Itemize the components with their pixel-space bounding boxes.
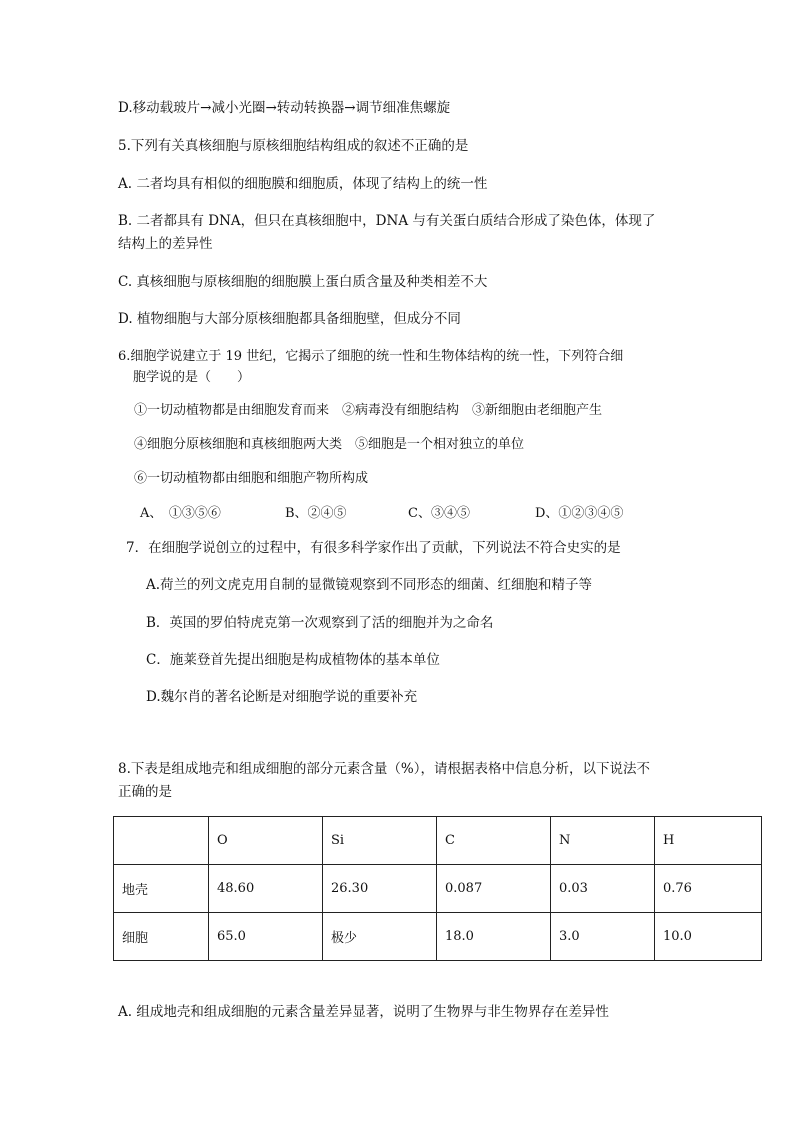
table-cell: 18.0 [437,913,551,961]
q6-items-line1: ①一切动植物都是由细胞发育而来 ②病毒没有细胞结构 ③新细胞由老细胞产生 [134,403,603,418]
table-header-cell: C [437,817,551,865]
q5-option-a: A. 二者均具有相似的细胞膜和细胞质，体现了结构上的统一性 [118,176,488,192]
q6-option-c: C、③④⑤ [408,506,470,521]
q5-option-b-line1: B. 二者都具有 DNA，但只在真核细胞中，DNA 与有关蛋白质结合形成了染色体，体现了 [118,213,656,229]
q7-option-d: D.魏尔肖的著名论断是对细胞学说的重要补充 [146,689,418,705]
q8-option-a: A. 组成地壳和组成细胞的元素含量差异显著，说明了生物界与非生物界存在差异性 [118,1004,609,1020]
q6-stem-line2: 胞学说的是（ ） [133,370,251,385]
table-header-cell [114,817,209,865]
table-cell: 细胞 [114,913,209,961]
q6-items-line2: ④细胞分原核细胞和真核细胞两大类 ⑤细胞是一个相对独立的单位 [134,437,525,452]
q5-option-c: C. 真核细胞与原核细胞的细胞膜上蛋白质含量及种类相差不大 [118,274,488,290]
q7-stem: 7．在细胞学说创立的过程中，有很多科学家作出了贡献，下列说法不符合史实的是 [126,540,621,556]
q5-stem: 5.下列有关真核细胞与原核细胞结构组成的叙述不正确的是 [118,138,469,154]
q6-items-line3: ⑥一切动植物都由细胞和细胞产物所构成 [134,471,369,486]
table-header-cell: N [551,817,655,865]
q4-option-d: D.移动载玻片→减小光圈→转动转换器→调节细准焦螺旋 [118,100,451,116]
table-cell: 26.30 [323,865,437,913]
q6-option-d: D、①②③④⑤ [535,506,624,521]
table-cell: 65.0 [209,913,323,961]
table-cell: 地壳 [114,865,209,913]
q5-option-d: D. 植物细胞与大部分原核细胞都具备细胞壁，但成分不同 [118,311,461,327]
table-cell: 48.60 [209,865,323,913]
table-header-cell: Si [323,817,437,865]
table-header-row [114,817,762,865]
table-cell: 0.76 [655,865,762,913]
table-cell: 极少 [323,913,437,961]
table-row [114,913,762,961]
q5-option-b-line2: 结构上的差异性 [118,236,213,252]
q6-option-a: A、 ①③⑤⑥ [140,506,221,521]
table-cell: 10.0 [655,913,762,961]
q7-option-c: C．施莱登首先提出细胞是构成植物体的基本单位 [146,652,440,668]
table-header-cell: O [209,817,323,865]
q6-option-b: B、②④⑤ [285,506,347,521]
q7-option-b: B．英国的罗伯特虎克第一次观察到了活的细胞并为之命名 [146,615,494,631]
table-cell: 3.0 [551,913,655,961]
table-header-cell: H [655,817,762,865]
table-row [114,865,762,913]
q8-stem-line1: 8.下表是组成地壳和组成细胞的部分元素含量（%），请根据表格中信息分析，以下说法不 [118,761,650,777]
element-content-table [113,816,762,961]
table-cell: 0.087 [437,865,551,913]
q7-option-a: A.荷兰的列文虎克用自制的显微镜观察到不同形态的细菌、红细胞和精子等 [146,577,593,593]
table-cell: 0.03 [551,865,655,913]
q8-stem-line2: 正确的是 [118,784,172,800]
q6-stem-line1: 6.细胞学说建立于 19 世纪，它揭示了细胞的统一性和生物体结构的统一性，下列符合细 [118,349,624,364]
